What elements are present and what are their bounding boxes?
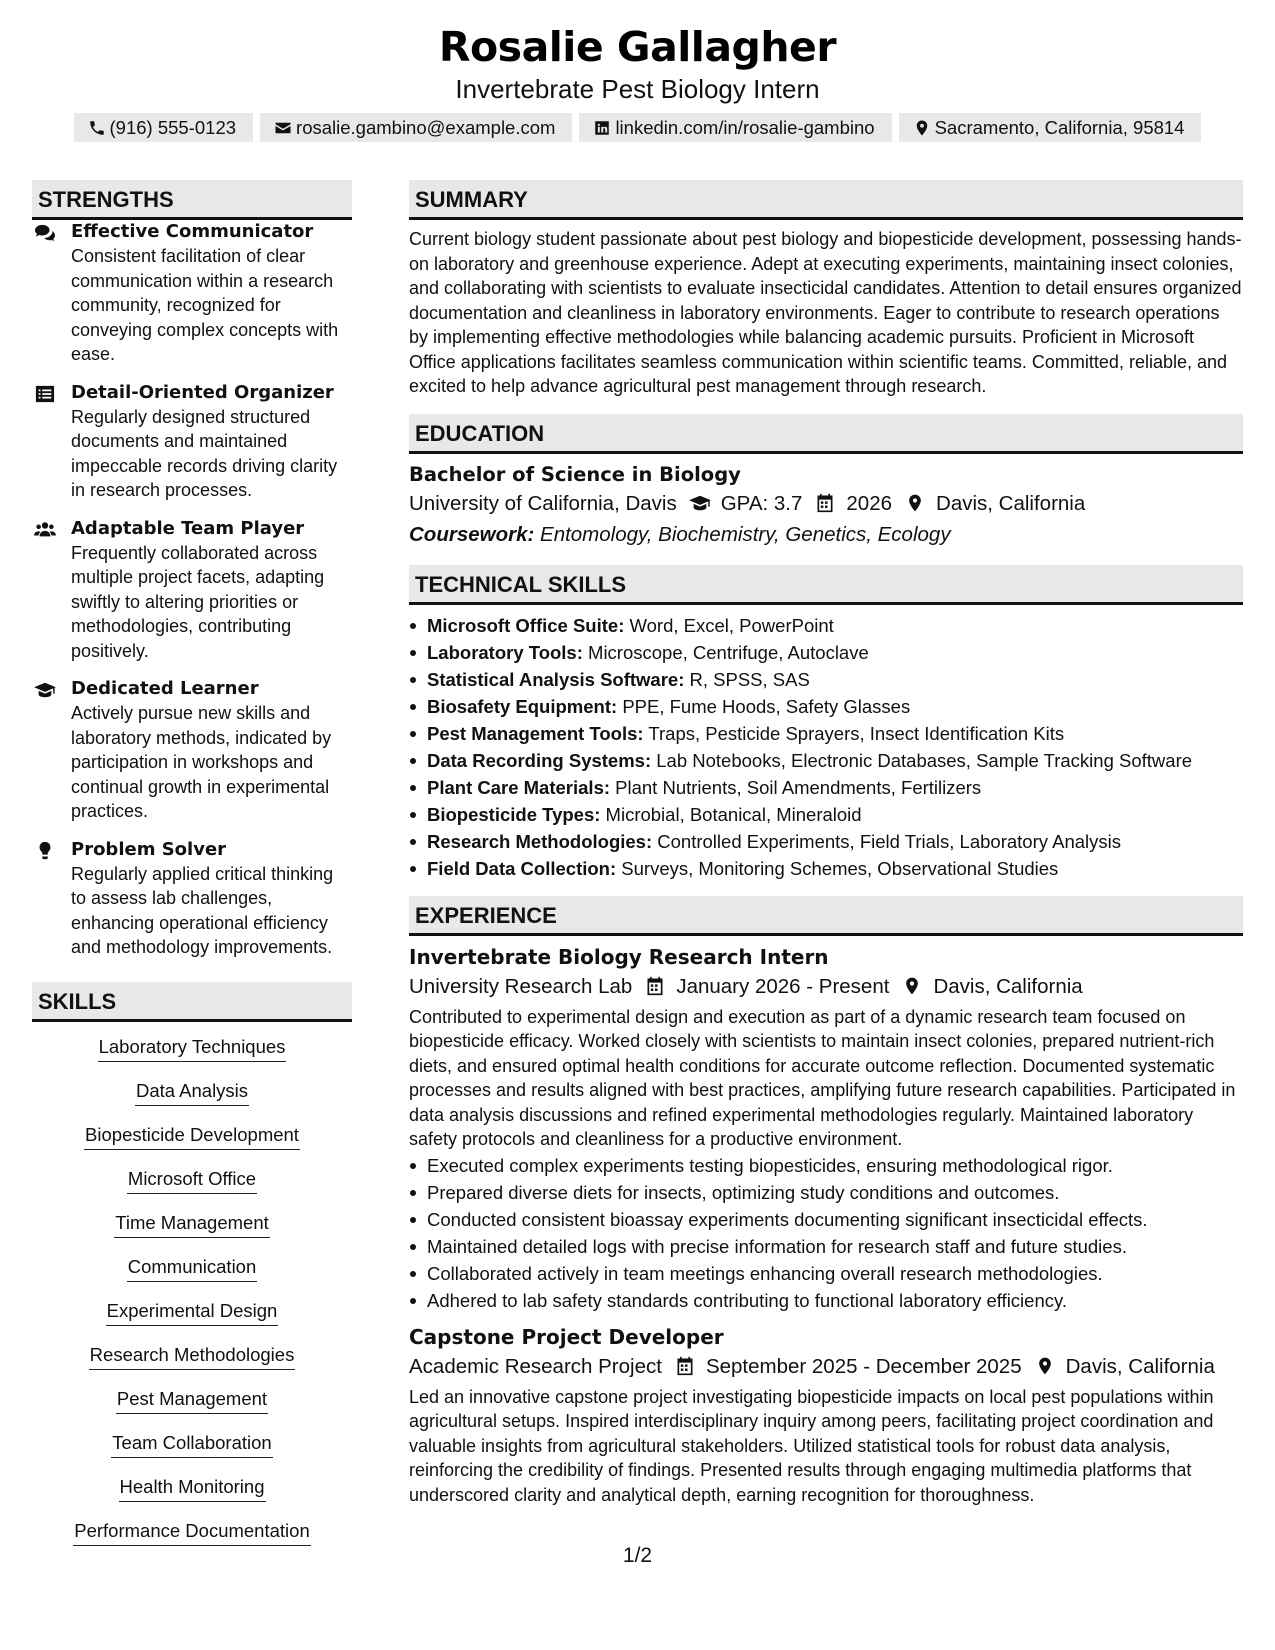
tech-label: Pest Management Tools: <box>427 722 644 744</box>
strengths-heading: STRENGTHS <box>32 180 352 220</box>
job-description: Led an innovative capstone project investigating biopesticide impacts on local pest populations within agricultural setups. Inspired interdisciplinary inquiry among peers, facilitating project coordination and valuable insights from agricultural stakeholders. Utilized statistical tools for robust data analysis, reinforcing the credibility of findings. Presented results through engaging multimedia platforms that underscored clarity and analytical depth, earning recognition for thoroughness. <box>409 1386 1214 1505</box>
experience-heading: EXPERIENCE <box>409 896 1243 936</box>
technical-skills-heading: TECHNICAL SKILLS <box>409 565 1243 605</box>
technical-skills-list <box>409 612 1243 882</box>
strength-desc: Actively pursue new skills and laboratory methods, indicated by participation in workshops and continual growth in experimental practices. <box>71 703 332 821</box>
list-item <box>409 774 1243 801</box>
strength-desc: Regularly applied critical thinking to assess lab challenges, enhancing operational efficiency and methodology improvements. <box>71 863 334 957</box>
job-dates: January 2026 - Present <box>676 974 890 998</box>
strength-item <box>32 838 352 960</box>
candidate-title: Invertebrate Pest Biology Intern <box>455 74 820 104</box>
tech-label: Data Recording Systems: <box>427 749 652 771</box>
skill-tag: Pest Management <box>116 1386 268 1414</box>
job-title: Invertebrate Biology Research Intern <box>409 944 829 969</box>
coursework <box>409 519 1243 550</box>
email-text[interactable]: rosalie.gambino@example.com <box>296 117 556 138</box>
job-location: Davis, California <box>1065 1354 1215 1378</box>
list-item <box>409 639 1243 666</box>
tech-value: R, SPSS, SAS <box>689 668 810 690</box>
tech-label: Statistical Analysis Software: <box>427 668 685 690</box>
list-item: Executed complex experiments testing biopesticides, ensuring methodological rigor. <box>409 1152 1243 1179</box>
graduation-year: 2026 <box>846 491 893 515</box>
skill-tag: Communication <box>127 1254 258 1282</box>
coursework-list: Entomology, Biochemistry, Genetics, Ecology <box>540 522 951 546</box>
list-item <box>409 801 1243 828</box>
tech-value: Microbial, Botanical, Mineraloid <box>605 803 862 825</box>
tech-value: Word, Excel, PowerPoint <box>629 614 834 636</box>
list-item: Maintained detailed logs with precise information for research staff and future studies. <box>409 1233 1243 1260</box>
contact-phone <box>74 113 254 142</box>
list-item <box>409 612 1243 639</box>
contact-linkedin[interactable] <box>579 113 891 142</box>
envelope-icon <box>274 119 292 137</box>
tech-label: Field Data Collection: <box>427 857 617 879</box>
calendar-icon <box>814 493 836 513</box>
tech-value: Microscope, Centrifuge, Autoclave <box>588 641 869 663</box>
map-pin-icon <box>1034 1356 1056 1376</box>
skills-heading: SKILLS <box>32 982 352 1022</box>
job-location: Davis, California <box>933 974 1083 998</box>
tech-label: Biopesticide Types: <box>427 803 601 825</box>
list-item <box>409 666 1243 693</box>
list-item: Collaborated actively in team meetings enhancing overall research methodologies. <box>409 1260 1243 1287</box>
tech-value: Surveys, Monitoring Schemes, Observational Studies <box>621 857 1059 879</box>
list-item: Conducted consistent bioassay experiments documenting significant insecticidal effects. <box>409 1206 1243 1233</box>
list-item: Adhered to lab safety standards contributing to functional laboratory efficiency. <box>409 1287 1243 1314</box>
left-column <box>32 180 352 1562</box>
map-pin-icon <box>913 119 931 137</box>
lightbulb-icon <box>34 841 56 861</box>
list-item <box>409 747 1243 774</box>
skill-tag: Research Methodologies <box>89 1342 296 1370</box>
strength-title: Adaptable Team Player <box>71 517 305 539</box>
phone-icon <box>88 119 106 137</box>
comments-icon <box>34 223 56 243</box>
strength-desc: Frequently collaborated across multiple project facets, adapting swiftly to altering priorities or methodologies, contributing positively. <box>71 542 325 661</box>
strength-item <box>32 677 352 824</box>
tech-label: Laboratory Tools: <box>427 641 583 663</box>
job-title: Capstone Project Developer <box>409 1324 724 1349</box>
list-item <box>409 720 1243 747</box>
skill-tag: Laboratory Techniques <box>98 1034 287 1062</box>
job-meta <box>409 971 1243 1002</box>
graduation-cap-icon <box>34 680 56 700</box>
tech-label: Research Methodologies: <box>427 830 653 852</box>
tech-value: Plant Nutrients, Soil Amendments, Fertilizers <box>615 776 982 798</box>
map-pin-icon <box>901 976 923 996</box>
strength-title: Effective Communicator <box>71 221 314 242</box>
summary-heading: SUMMARY <box>409 180 1243 220</box>
tech-label: Plant Care Materials: <box>427 776 611 798</box>
job-entry <box>409 1324 1243 1508</box>
job-dates: September 2025 - December 2025 <box>705 1354 1022 1378</box>
strength-title: Dedicated Learner <box>71 678 259 699</box>
tech-value: Lab Notebooks, Electronic Databases, Sample Tracking Software <box>656 749 1193 771</box>
calendar-icon <box>674 1356 696 1376</box>
skill-tag: Performance Documentation <box>73 1518 310 1546</box>
page-number: 1/2 <box>622 1544 653 1567</box>
job-org: University Research Lab <box>409 974 633 998</box>
tech-value: Controlled Experiments, Field Trials, Laboratory Analysis <box>657 830 1122 852</box>
calendar-icon <box>644 976 666 996</box>
strength-desc: Regularly designed structured documents and maintained impeccable records driving clarity in research processes. <box>71 406 338 500</box>
gpa: GPA: 3.7 <box>720 491 803 515</box>
job-meta <box>409 1351 1243 1382</box>
skill-tag: Data Analysis <box>135 1078 249 1106</box>
education-meta <box>409 488 1243 519</box>
phone-text: (916) 555-0123 <box>109 117 237 138</box>
skill-tag: Team Collaboration <box>111 1430 272 1458</box>
school-name: University of California, Davis <box>409 491 677 515</box>
skill-tag: Experimental Design <box>106 1298 279 1326</box>
list-icon <box>34 384 56 404</box>
list-item: Prepared diverse diets for insects, optimizing study conditions and outcomes. <box>409 1179 1243 1206</box>
right-column <box>409 180 1243 1507</box>
tech-label: Microsoft Office Suite: <box>427 614 625 636</box>
list-item <box>409 693 1243 720</box>
strength-item <box>32 517 352 664</box>
education-heading: EDUCATION <box>409 414 1243 454</box>
coursework-label: Coursework: <box>409 522 535 546</box>
contact-email[interactable] <box>260 113 572 142</box>
linkedin-icon <box>593 119 611 137</box>
skill-tag: Health Monitoring <box>119 1474 266 1502</box>
linkedin-text[interactable]: linkedin.com/in/rosalie-gambino <box>615 117 875 138</box>
job-entry <box>409 944 1243 1314</box>
school-location: Davis, California <box>936 491 1086 515</box>
skill-tag: Time Management <box>114 1210 270 1238</box>
job-bullets <box>409 1152 1243 1314</box>
map-pin-icon <box>904 493 926 513</box>
tech-value: Traps, Pesticide Sprayers, Insect Identification Kits <box>648 722 1065 744</box>
job-org: Academic Research Project <box>409 1354 662 1378</box>
strength-title: Problem Solver <box>71 838 227 860</box>
location-text: Sacramento, California, 95814 <box>934 117 1185 138</box>
summary-text: Current biology student passionate about pest biology and biopesticide development, possessing hands-on laboratory and greenhouse experience. Adept at executing experiments, maintaining insect colonies, and collaborating with scientists to evaluate insecticidal candidates. Attention to detail ensures organized documentation and cleanliness in laboratory environments. Eager to contribute to research operations by implementing effective methodologies while balancing academic pursuits. Proficient in Microsoft Office applications facilitates seamless communication within scientific teams. Committed, reliable, and excited to help advance agricultural pest management through research. <box>409 229 1242 396</box>
skills-list <box>32 1034 352 1562</box>
strength-item <box>32 381 352 503</box>
resume-header <box>0 22 1275 142</box>
tech-label: Biosafety Equipment: <box>427 695 618 717</box>
contact-bar <box>0 113 1275 142</box>
strength-item <box>32 220 352 367</box>
users-icon <box>34 520 56 540</box>
strength-desc: Consistent facilitation of clear communication within a research community, recognized for conveying complex concepts with ease. <box>71 246 339 364</box>
list-item <box>409 855 1243 882</box>
contact-location <box>899 113 1202 142</box>
list-item <box>409 828 1243 855</box>
strength-title: Detail-Oriented Organizer <box>71 381 334 403</box>
degree-title: Bachelor of Science in Biology <box>409 462 741 486</box>
graduation-cap-icon <box>689 493 711 513</box>
job-description: Contributed to experimental design and execution as part of a dynamic research team focused on biopesticide efficacy. Worked closely with scientists to maintain insect colonies, prepared nutrient-rich diets, and ensured optimal health conditions for accurate outcome reflection. Documented systematic processes and results aligned with best practices, amplifying future research capabilities. Participated in data analysis discussions and refined experimental methodologies regularly. Maintained laboratory safety protocols and cleanliness for a productive environment. <box>409 1006 1236 1149</box>
tech-value: PPE, Fume Hoods, Safety Glasses <box>622 695 911 717</box>
skill-tag: Microsoft Office <box>127 1166 257 1194</box>
candidate-name: Rosalie Gallagher <box>438 23 837 71</box>
skill-tag: Biopesticide Development <box>84 1122 300 1150</box>
